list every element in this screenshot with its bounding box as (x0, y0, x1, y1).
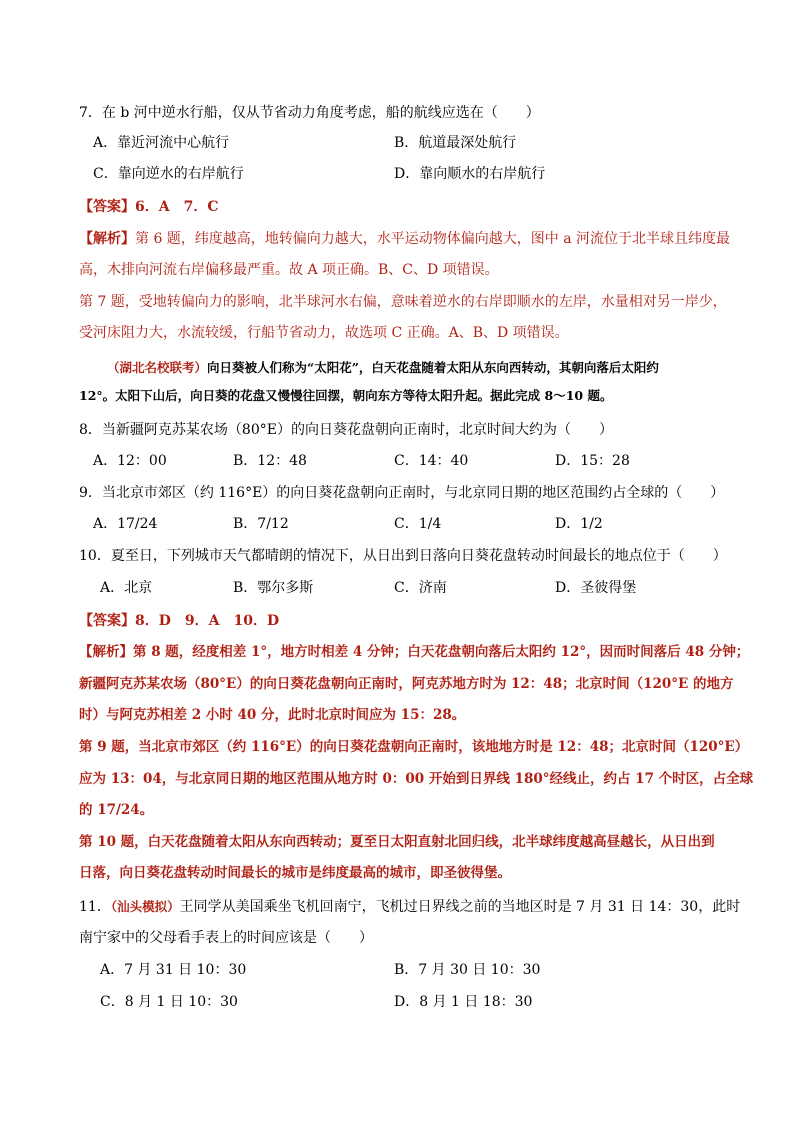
answer-tag: 【答案】 (79, 613, 135, 629)
question-11-source: （汕头模拟） (110, 899, 180, 914)
q10-option-d: D．圣彼得堡 (555, 580, 637, 596)
q8-option-b: B．12：48 (233, 453, 307, 469)
question-8-stem: 8．当新疆阿克苏某农场（80°E）的向日葵花盘朝向正南时，北京时间大约为（ ） (79, 422, 613, 438)
q11-option-c: C．8 月 1 日 10：30 (100, 994, 238, 1010)
explanation-6-line1 (79, 229, 730, 249)
explanation-10-line2: 日落，向日葵花盘转动时间最长的城市是纬度最高的城市，即圣彼得堡。 (79, 865, 511, 881)
explanation-10-line1: 第 10 题，白天花盘随着太阳从东向西转动；夏至日太阳直射北回归线，北半球纬度越高昼越长，从日出到 (79, 834, 715, 850)
question-7-stem: 7．在 b 河中逆水行船，仅从节省动力角度考虑，船的航线应选在（ ） (79, 105, 540, 121)
explanation-8-line3: 时）与阿克苏相差 2 小时 40 分，此时北京时间应为 15：28。 (79, 707, 466, 723)
q9-option-d: D．1/2 (555, 516, 603, 532)
q11-option-b: B．7 月 30 日 10：30 (394, 962, 541, 978)
q8-option-c: C．14：40 (394, 453, 469, 469)
q7-option-c: C．靠向逆水的右岸航行 (93, 166, 244, 182)
explanation-6-line2: 高，木排向河流右岸偏移最严重。故 A 项正确。B、C、D 项错误。 (79, 262, 499, 278)
explanation-9-line3: 的 17/24。 (79, 802, 154, 818)
question-10-stem: 10．夏至日，下列城市天气都晴朗的情况下，从日出到日落向日葵花盘转动时间最长的地点位于（ ） (79, 548, 727, 564)
answer-text: 8．D 9．A 10．D (135, 613, 280, 629)
q7-option-d: D．靠向顺水的右岸航行 (394, 166, 546, 182)
explanation-tag: 【解析】 (79, 231, 135, 247)
answer-tag: 【答案】 (79, 199, 135, 215)
answer-6-7 (79, 197, 219, 217)
explanation-9-line2: 应为 13：04，与北京同日期的地区范围从地方时 0：00 开始到日界线 180°经线止，约占 17 个时区，占全球 (79, 771, 754, 787)
answer-text: 6．A 7．C (135, 199, 219, 215)
q9-option-a: A．17/24 (93, 516, 158, 532)
q8-option-d: D．15：28 (555, 453, 630, 469)
explanation-8-line2: 新疆阿克苏某农场（80°E）的向日葵花盘朝向正南时，阿克苏地方时为 12：48；北京时间（120°E 的地方 (79, 676, 734, 692)
explanation-9-line1: 第 9 题，当北京市郊区（约 116°E）的向日葵花盘朝向正南时，该地地方时是 12：48；北京时间（120°E） (79, 739, 749, 755)
question-11-stem-line1 (79, 897, 740, 917)
answer-8-10 (79, 611, 279, 631)
intro-source: （湖北名校联考） (107, 360, 208, 375)
q11-option-a: A．7 月 31 日 10：30 (100, 962, 247, 978)
explanation-tag: 【解析】 (79, 644, 133, 660)
q9-option-b: B．7/12 (233, 516, 289, 532)
explanation-text: 第 8 题，经度相差 1°，地方时相差 4 分钟；白天花盘朝向落后太阳约 12°，因而时间落后 48 分钟； (133, 644, 750, 660)
intro-text: 向日葵被人们称为“太阳花”，白天花盘随着太阳从东向西转动，其朝向落后太阳约 (207, 360, 659, 375)
question-11-number: 11． (79, 899, 111, 915)
q10-option-c: C．济南 (394, 580, 447, 596)
q10-option-a: A．北京 (100, 580, 153, 596)
explanation-8-line1 (79, 642, 749, 662)
question-9-stem: 9．当北京市郊区（约 116°E）的向日葵花盘朝向正南时，与北京同日期的地区范围约占全球的（ ） (79, 485, 725, 501)
q9-option-c: C．1/4 (394, 516, 442, 532)
explanation-text: 第 6 题，纬度越高，地转偏向力越大，水平运动物体偏向越大，图中 a 河流位于北半球且纬度最 (135, 231, 731, 247)
q7-option-b: B．航道最深处航行 (394, 135, 517, 151)
q11-option-d: D．8 月 1 日 18：30 (394, 994, 533, 1010)
q7-option-a: A．靠近河流中心航行 (93, 135, 230, 151)
explanation-7-line1: 第 7 题，受地转偏向力的影响，北半球河水右偏，意味着逆水的右岸即顺水的左岸，水量相对另一岸少， (79, 294, 727, 310)
intro-line2: 12°。太阳下山后，向日葵的花盘又慢慢往回摆，朝向东方等待太阳升起。据此完成 8～10 题。 (79, 388, 613, 403)
question-11-stem-line2: 南宁家中的父母看手表上的时间应该是（ ） (79, 930, 373, 946)
explanation-7-line2: 受河床阻力大，水流较缓，行船节省动力，故选项 C 正确。A、B、D 项错误。 (79, 325, 569, 341)
question-11-text: 王同学从美国乘坐飞机回南宁，飞机过日界线之前的当地区时是 7 月 31 日 14：30，此时 (179, 899, 741, 915)
intro-line1 (107, 358, 659, 378)
q8-option-a: A．12：00 (93, 453, 167, 469)
q10-option-b: B．鄂尔多斯 (233, 580, 314, 596)
